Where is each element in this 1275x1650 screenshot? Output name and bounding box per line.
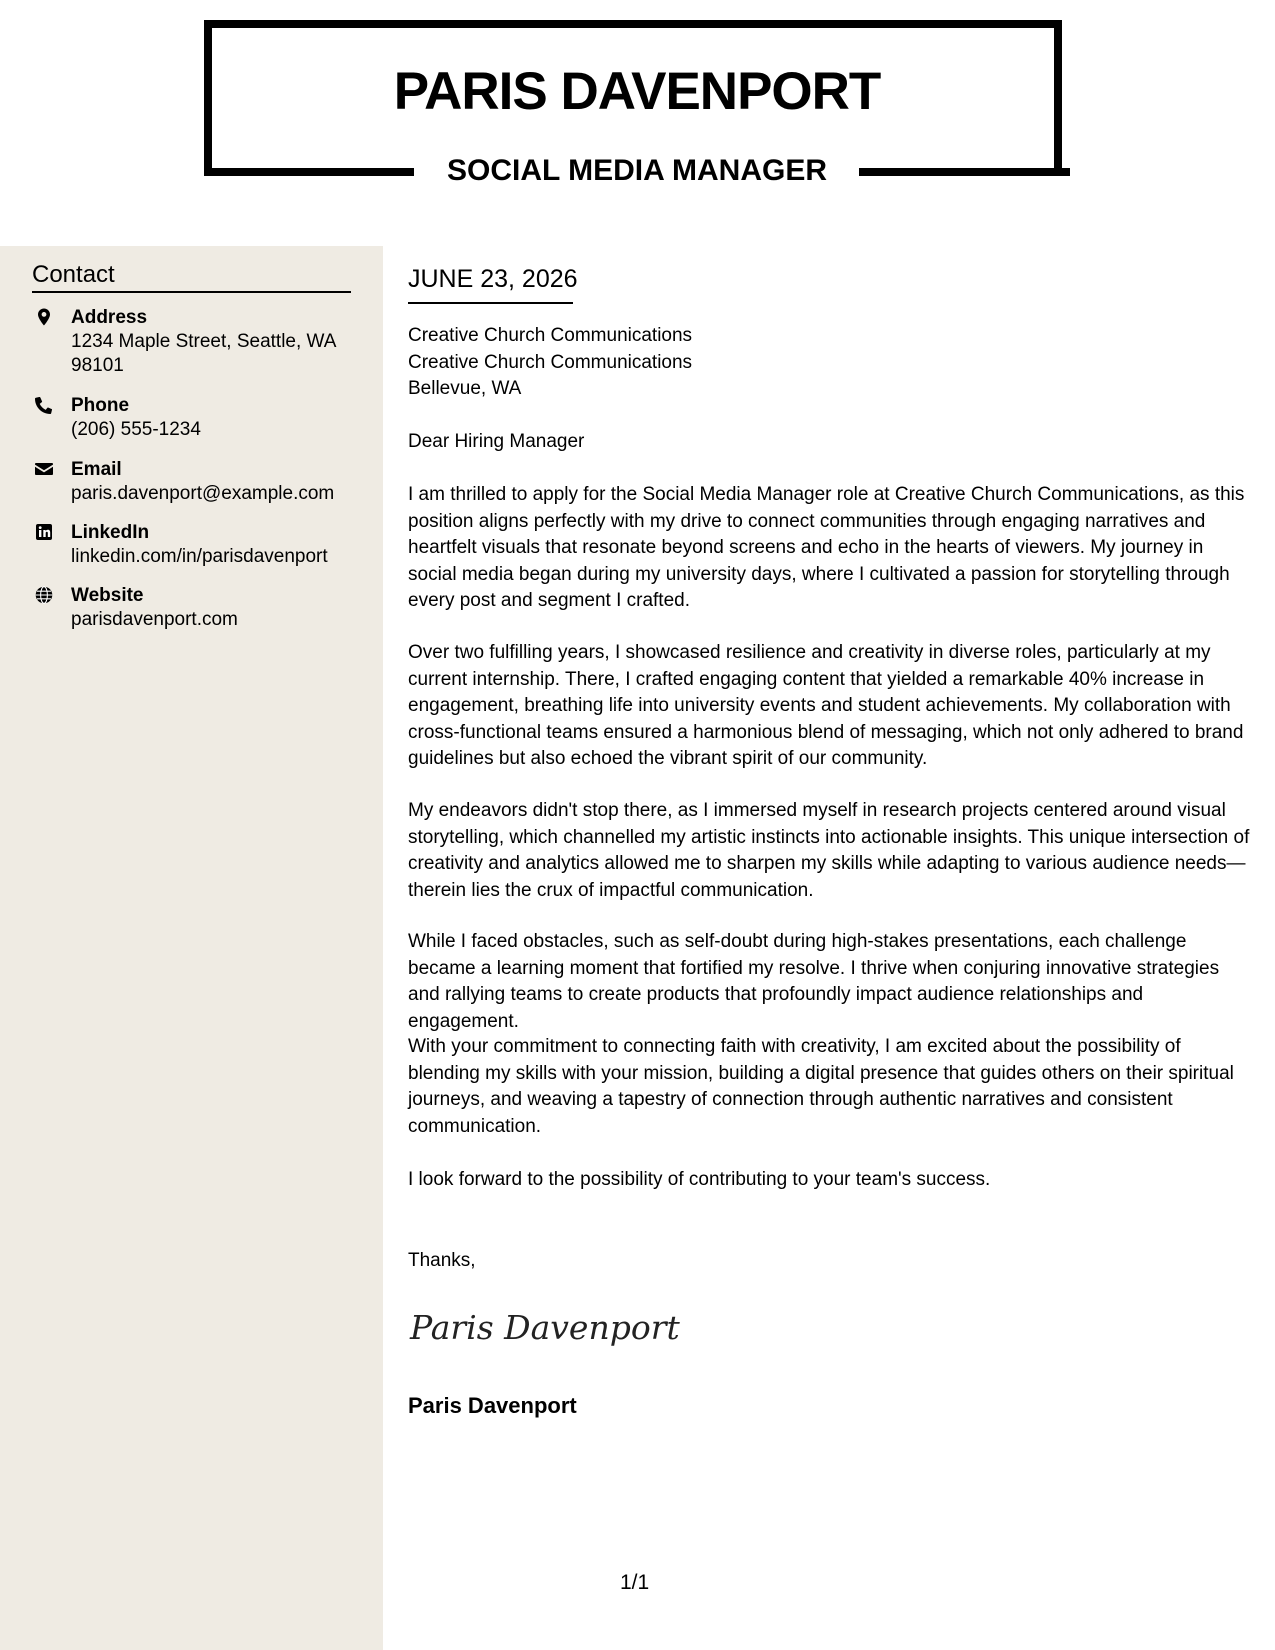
date-underline: [408, 302, 573, 304]
contact-sidebar: [0, 246, 383, 1650]
body-paragraph: I am thrilled to apply for the Social Media Manager role at Creative Church Communications, as this position aligns perfectly with my drive to connect communities through engaging narratives and heartfelt visuals that resonate beyond screens and echo in the hearts of viewers. My journey in social media began during my university days, where I cultivated a passion for storytelling through every post and segment I crafted.: [408, 484, 1245, 611]
contact-value-phone: (206) 555-1234: [71, 419, 201, 440]
signature-text: Paris Davenport: [410, 1308, 680, 1347]
contact-divider: [32, 291, 351, 293]
body-paragraph: While I faced obstacles, such as self-doubt during high-stakes presentations, each challenge became a learning moment that fortified my resolve. I thrive when conjuring innovative strategies and rallying teams to create products that profoundly impact audience relationships and engagement.: [408, 931, 1220, 1032]
recipient-line: Creative Church Communications: [408, 325, 693, 346]
contact-label-website: Website: [71, 585, 144, 606]
salutation: Dear Hiring Manager: [408, 431, 585, 452]
contact-label-email: Email: [71, 459, 122, 480]
body-paragraph: Over two fulfilling years, I showcased resilience and creativity in diverse roles, particularly at my current internship. There, I crafted engaging content that yielded a remarkable 40% increase in engagement, breathing life into university events and student achievements. My collaboration with cross-functional teams ensured a harmonious blend of messaging, which not only adhered to brand guidelines but also echoed the vibrant spirit of our community.: [408, 642, 1244, 769]
recipient-line: Bellevue, WA: [408, 378, 522, 399]
contact-heading: Contact: [32, 261, 115, 288]
envelope-icon: [34, 459, 54, 479]
phone-icon: [34, 395, 54, 415]
body-paragraph: With your commitment to connecting faith with creativity, I am excited about the possibility of blending my skills with your mission, building a digital presence that guides others on their spiritual journeys, and weaving a tapestry of connection through authentic narratives and consistent communication.: [408, 1036, 1234, 1137]
recipient-block: [408, 323, 692, 403]
letter-date: JUNE 23, 2026: [408, 265, 578, 293]
body-paragraph: My endeavors didn't stop there, as I immersed myself in research projects centered around visual storytelling, which channelled my artistic instincts into actionable insights. This unique intersection of creativity and analytics allowed me to sharpen my skills while adapting to various audience needs—therein lies the crux of impactful communication.: [408, 800, 1250, 901]
body-paragraph: I look forward to the possibility of contributing to your team's success.: [408, 1169, 991, 1190]
contact-value-email: paris.davenport@example.com: [71, 483, 335, 504]
contact-value-website: parisdavenport.com: [71, 609, 238, 630]
closing: Thanks,: [408, 1250, 476, 1271]
contact-label-address: Address: [71, 307, 148, 328]
contact-label-linkedin: LinkedIn: [71, 522, 150, 543]
globe-icon: [34, 585, 54, 605]
contact-label-phone: Phone: [71, 395, 130, 416]
contact-value-linkedin: linkedin.com/in/parisdavenport: [71, 546, 328, 567]
job-title: SOCIAL MEDIA MANAGER: [446, 154, 827, 187]
recipient-line: Creative Church Communications: [408, 351, 693, 373]
handwritten-signature: [406, 1303, 686, 1353]
signer-name: Paris Davenport: [408, 1393, 577, 1418]
page-number: 1/1: [620, 1571, 650, 1594]
map-pin-icon: [34, 307, 54, 327]
contact-value-address: 1234 Maple Street, Seattle, WA 98101: [71, 331, 336, 376]
linkedin-icon: [34, 522, 54, 542]
applicant-name: PARIS DAVENPORT: [393, 62, 881, 121]
